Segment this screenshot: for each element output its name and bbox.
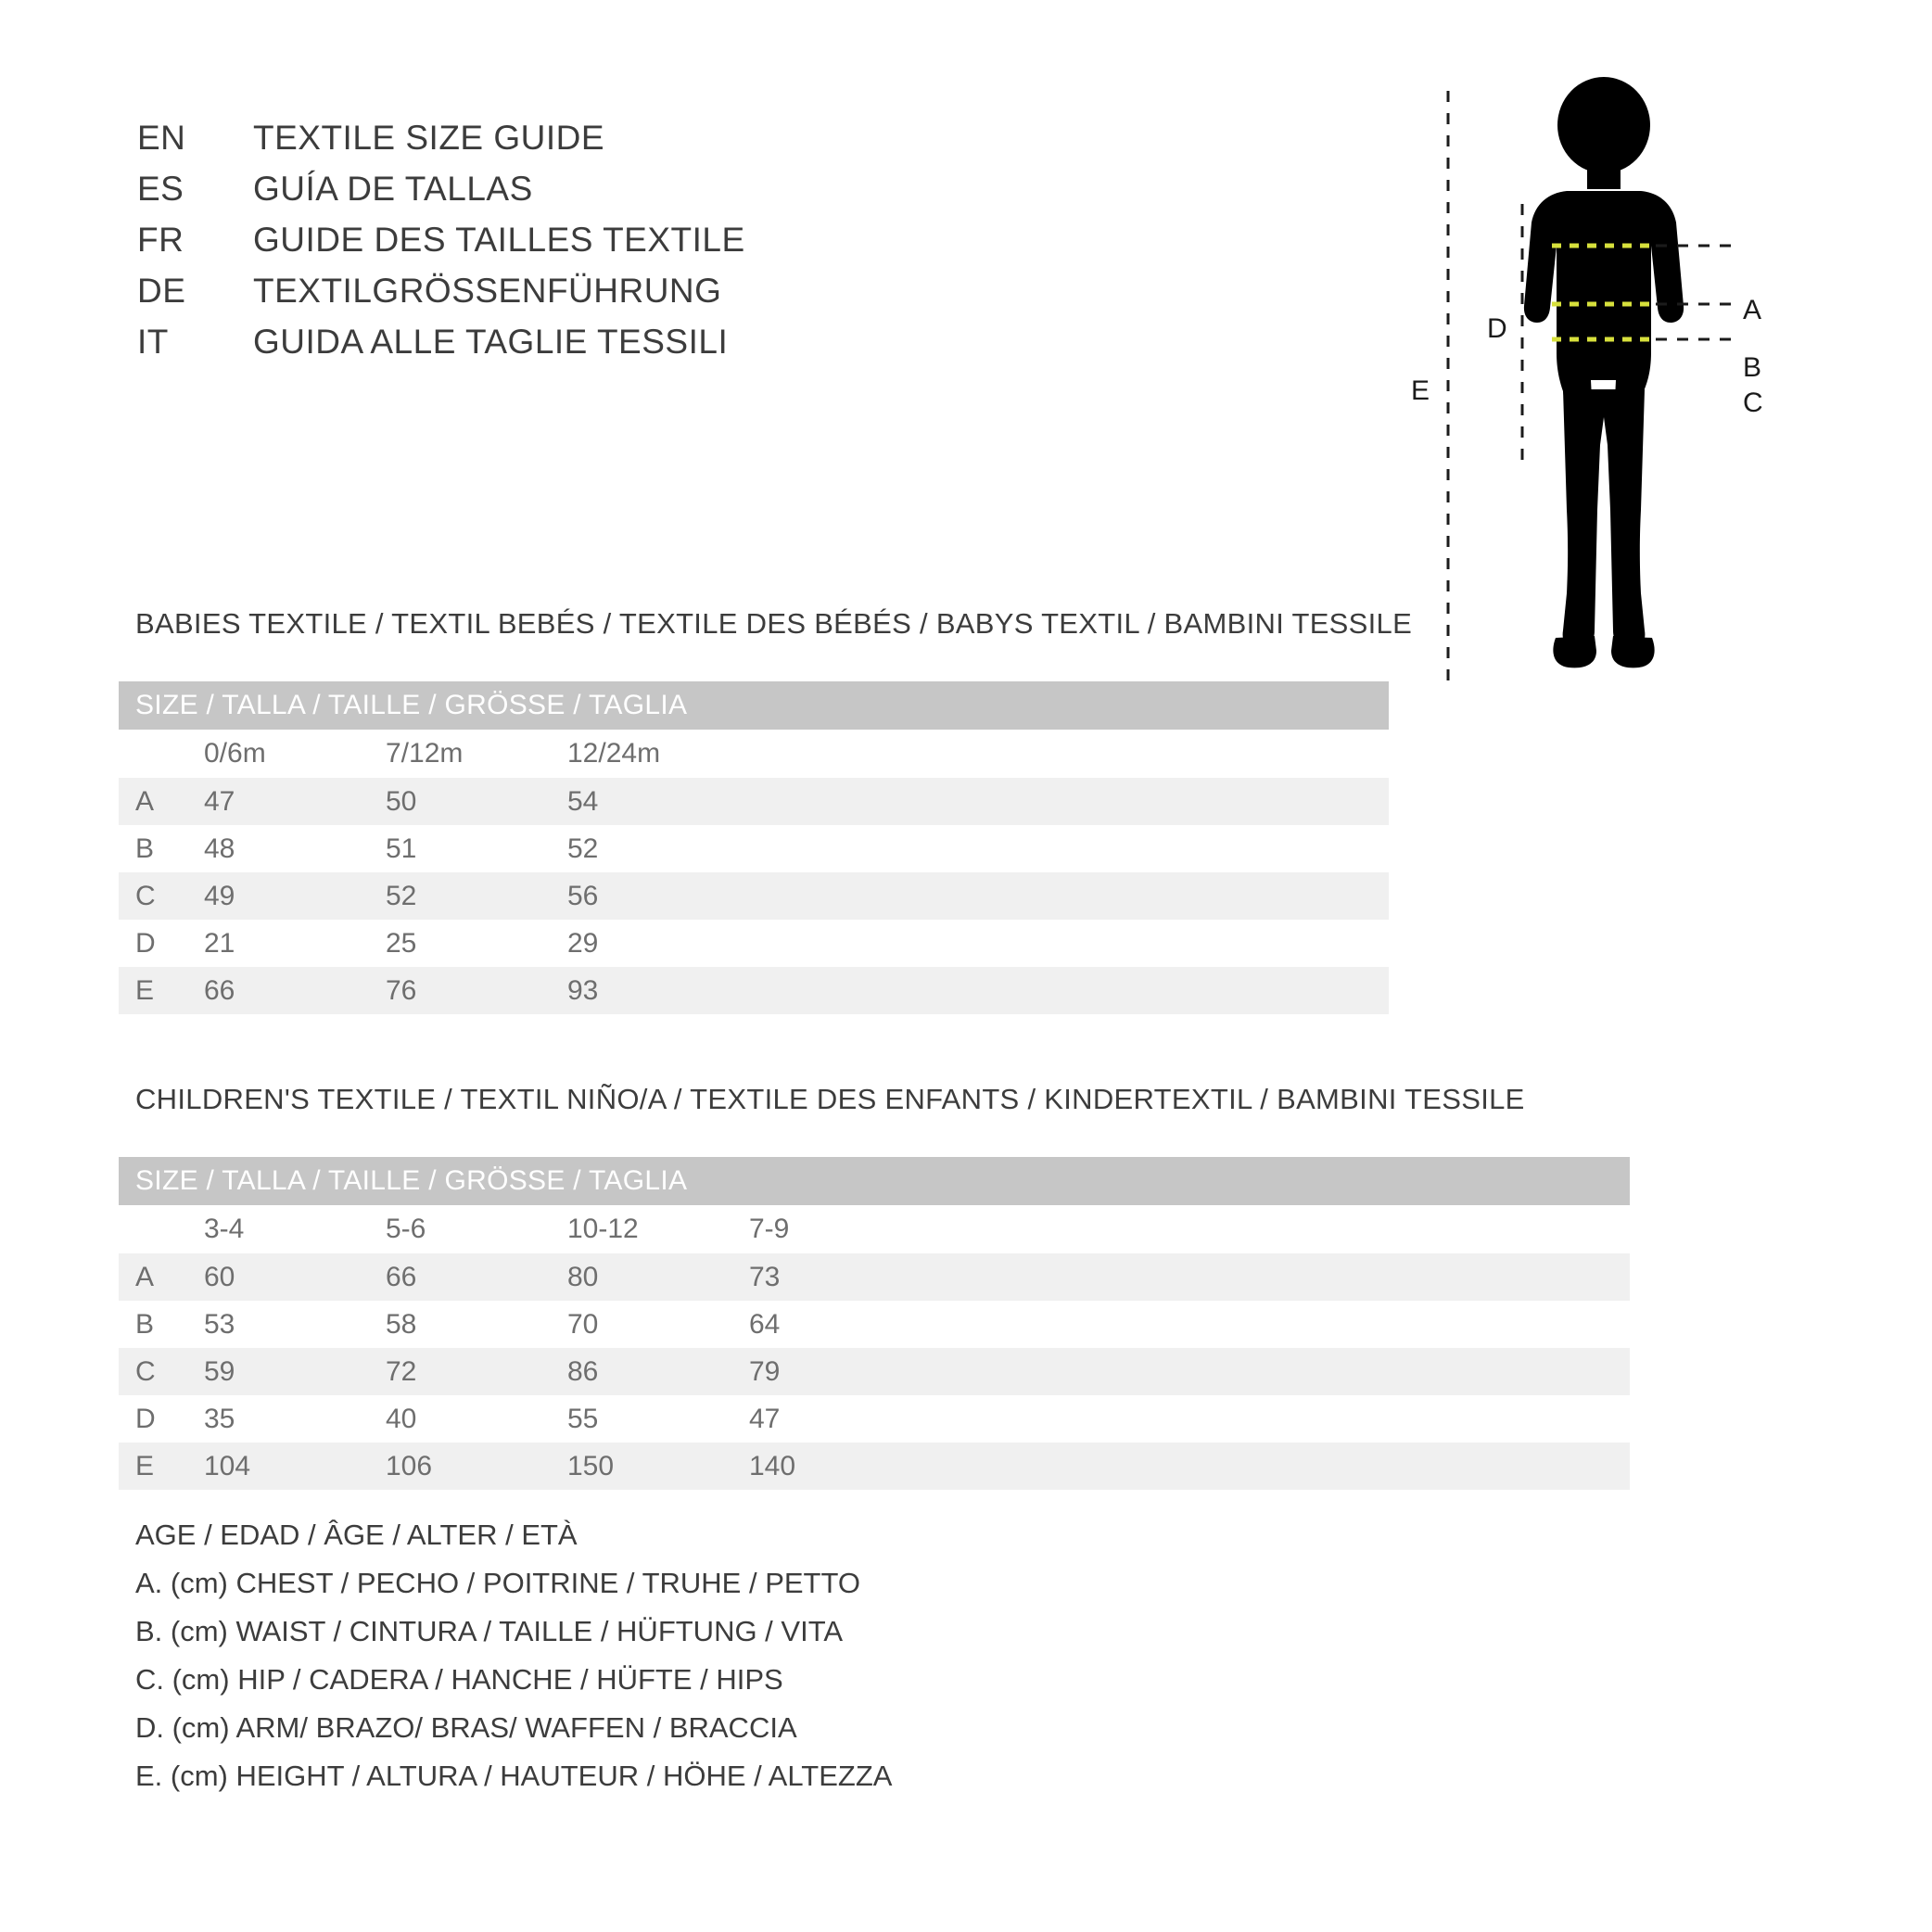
title-lang-it: IT: [137, 323, 169, 361]
spacer-cell: [931, 1205, 1630, 1253]
title-row: [137, 323, 972, 374]
children-cell-a-1: 60: [204, 1253, 386, 1301]
title-text-en: TEXTILE SIZE GUIDE: [253, 119, 605, 157]
babies-size-table: [119, 681, 1389, 1014]
children-cell-d-4: 47: [749, 1395, 931, 1443]
table-row: [119, 1301, 1630, 1348]
empty-corner-cell: [119, 1205, 204, 1253]
title-lang-fr: FR: [137, 221, 184, 259]
babies-section-caption: BABIES TEXTILE / TEXTIL BEBÉS / TEXTILE DES BÉBÉS / BABYS TEXTIL / BAMBINI TESSILE: [135, 607, 1413, 640]
table-row: [119, 1348, 1630, 1395]
babies-size-col-3: 12/24m: [567, 730, 749, 778]
children-row-label-b: B: [119, 1301, 204, 1348]
measurement-figure: [1411, 74, 1891, 723]
title-row: [137, 221, 972, 272]
table-row: [119, 920, 1389, 967]
babies-cell-d-3: 29: [567, 920, 749, 967]
table-row: [119, 872, 1389, 920]
babies-cell-b-3: 52: [567, 825, 749, 872]
children-cell-e-1: 104: [204, 1443, 386, 1490]
legend-line-a: A. (cm) CHEST / PECHO / POITRINE / TRUHE / PETTO: [135, 1567, 860, 1599]
children-cell-c-4: 79: [749, 1348, 931, 1395]
table-header-row: [119, 1157, 1630, 1205]
empty-corner-cell: [119, 730, 204, 778]
title-row: [137, 170, 972, 221]
children-cell-b-4: 64: [749, 1301, 931, 1348]
table-row: [119, 778, 1389, 825]
children-size-col-4: 7-9: [749, 1205, 931, 1253]
title-text-de: TEXTILGRÖSSENFÜHRUNG: [253, 272, 722, 310]
figure-label-b: B: [1743, 352, 1762, 383]
measurement-legend: [135, 1511, 892, 1800]
table-row: [119, 1443, 1630, 1490]
children-cell-d-2: 40: [386, 1395, 567, 1443]
spacer-cell: [749, 825, 1389, 872]
table-row: [119, 967, 1389, 1014]
babies-cell-c-2: 52: [386, 872, 567, 920]
spacer-cell: [749, 778, 1389, 825]
children-section-caption: CHILDREN'S TEXTILE / TEXTIL NIÑO/A / TEXTILE DES ENFANTS / KINDERTEXTIL / BAMBINI TESSILE: [135, 1083, 1525, 1115]
children-row-label-d: D: [119, 1395, 204, 1443]
children-size-col-1: 3-4: [204, 1205, 386, 1253]
child-body-shape: [1524, 77, 1684, 667]
spacer-cell: [749, 872, 1389, 920]
children-size-col-2: 5-6: [386, 1205, 567, 1253]
children-size-table: [119, 1157, 1630, 1490]
children-cell-c-3: 86: [567, 1348, 749, 1395]
legend-line-d: D. (cm) ARM/ BRAZO/ BRAS/ WAFFEN / BRACCIA: [135, 1711, 797, 1744]
spacer-cell: [931, 1253, 1630, 1301]
babies-cell-d-2: 25: [386, 920, 567, 967]
babies-cell-d-1: 21: [204, 920, 386, 967]
babies-cell-e-1: 66: [204, 967, 386, 1014]
babies-cell-e-2: 76: [386, 967, 567, 1014]
children-row-label-e: E: [119, 1443, 204, 1490]
legend-line-c: C. (cm) HIP / CADERA / HANCHE / HÜFTE / HIPS: [135, 1663, 783, 1696]
children-cell-b-2: 58: [386, 1301, 567, 1348]
legend-line-age: AGE / EDAD / ÂGE / ALTER / ETÀ: [135, 1519, 578, 1551]
children-cell-e-4: 140: [749, 1443, 931, 1490]
figure-label-a: A: [1743, 295, 1762, 325]
babies-cell-c-1: 49: [204, 872, 386, 920]
legend-line-e: E. (cm) HEIGHT / ALTURA / HAUTEUR / HÖHE / ALTEZZA: [135, 1760, 893, 1792]
table-subhead-row: [119, 730, 1389, 778]
title-lang-de: DE: [137, 272, 186, 310]
babies-cell-b-1: 48: [204, 825, 386, 872]
spacer-cell: [931, 1443, 1630, 1490]
children-row-label-a: A: [119, 1253, 204, 1301]
spacer-cell: [749, 920, 1389, 967]
babies-size-col-1: 0/6m: [204, 730, 386, 778]
legend-line-b: B. (cm) WAIST / CINTURA / TAILLE / HÜFTUNG / VITA: [135, 1615, 844, 1647]
babies-cell-c-3: 56: [567, 872, 749, 920]
babies-cell-b-2: 51: [386, 825, 567, 872]
babies-row-label-e: E: [119, 967, 204, 1014]
title-lang-es: ES: [137, 170, 184, 208]
babies-cell-a-3: 54: [567, 778, 749, 825]
body-silhouette-svg: [1428, 74, 1891, 723]
children-cell-d-1: 35: [204, 1395, 386, 1443]
figure-label-d: D: [1487, 313, 1507, 344]
title-row: [137, 272, 972, 323]
children-cell-a-3: 80: [567, 1253, 749, 1301]
babies-cell-a-1: 47: [204, 778, 386, 825]
title-text-it: GUIDA ALLE TAGLIE TESSILI: [253, 323, 729, 361]
spacer-cell: [931, 1395, 1630, 1443]
children-table-header: SIZE / TALLA / TAILLE / GRÖSSE / TAGLIA: [119, 1157, 1630, 1205]
babies-row-label-c: C: [119, 872, 204, 920]
title-text-es: GUÍA DE TALLAS: [253, 170, 533, 208]
babies-row-label-d: D: [119, 920, 204, 967]
babies-table-header: SIZE / TALLA / TAILLE / GRÖSSE / TAGLIA: [119, 681, 1389, 730]
babies-cell-e-3: 93: [567, 967, 749, 1014]
table-header-row: [119, 681, 1389, 730]
table-row: [119, 1253, 1630, 1301]
table-row: [119, 1395, 1630, 1443]
babies-row-label-b: B: [119, 825, 204, 872]
children-size-col-3: 10-12: [567, 1205, 749, 1253]
title-lang-en: EN: [137, 119, 186, 157]
babies-size-col-2: 7/12m: [386, 730, 567, 778]
children-cell-b-1: 53: [204, 1301, 386, 1348]
figure-label-e: E: [1411, 375, 1430, 406]
babies-cell-a-2: 50: [386, 778, 567, 825]
children-row-label-c: C: [119, 1348, 204, 1395]
children-cell-c-2: 72: [386, 1348, 567, 1395]
table-row: [119, 825, 1389, 872]
spacer-cell: [931, 1301, 1630, 1348]
title-row: [137, 119, 972, 170]
children-cell-a-2: 66: [386, 1253, 567, 1301]
figure-label-c: C: [1743, 388, 1763, 418]
babies-row-label-a: A: [119, 778, 204, 825]
children-cell-a-4: 73: [749, 1253, 931, 1301]
spacer-cell: [749, 730, 1389, 778]
table-subhead-row: [119, 1205, 1630, 1253]
title-block: [137, 119, 972, 374]
spacer-cell: [931, 1348, 1630, 1395]
children-cell-d-3: 55: [567, 1395, 749, 1443]
children-cell-c-1: 59: [204, 1348, 386, 1395]
children-cell-e-3: 150: [567, 1443, 749, 1490]
children-cell-b-3: 70: [567, 1301, 749, 1348]
children-cell-e-2: 106: [386, 1443, 567, 1490]
title-text-fr: GUIDE DES TAILLES TEXTILE: [253, 221, 745, 259]
spacer-cell: [749, 967, 1389, 1014]
